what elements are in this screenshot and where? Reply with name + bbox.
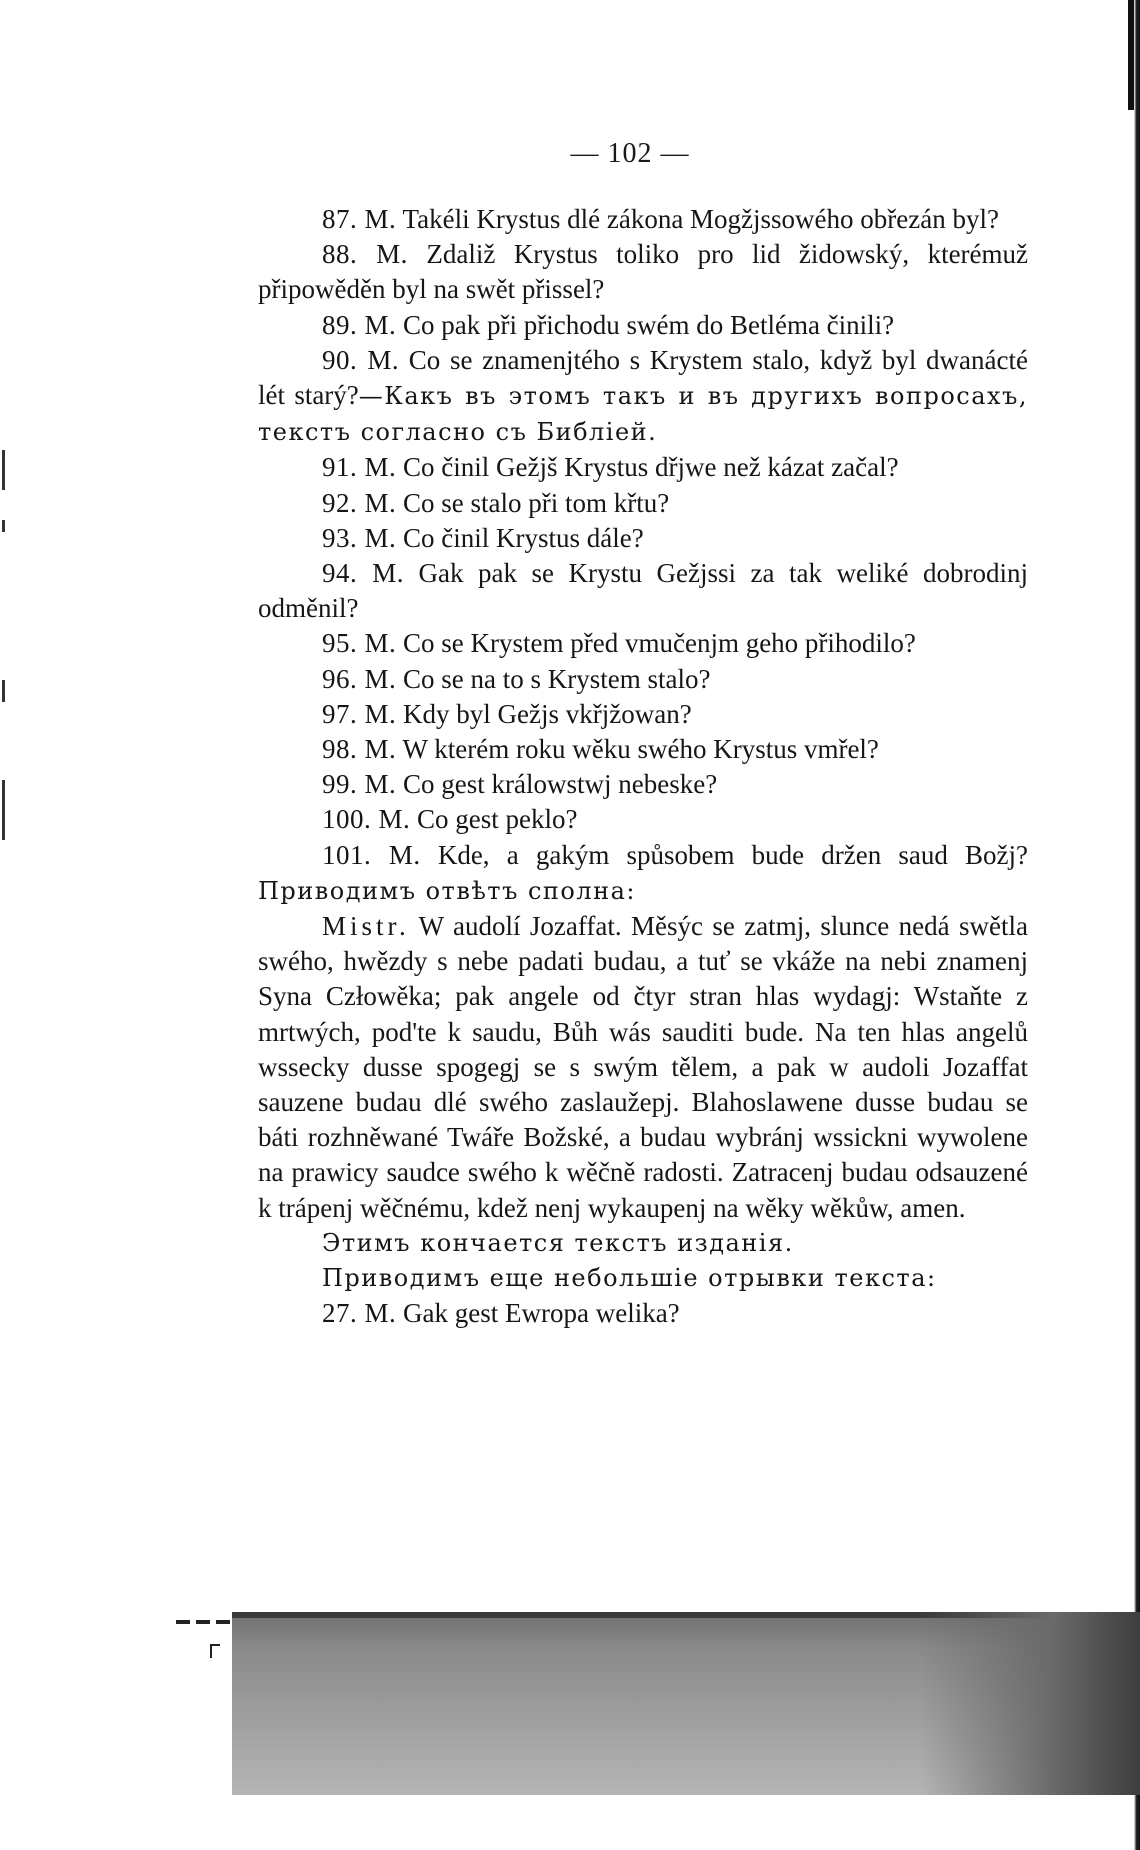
question-87 xyxy=(258,202,1028,237)
question-text: Co činil Krystus dále? xyxy=(403,522,644,553)
question-91 xyxy=(258,450,1028,485)
binding-edge xyxy=(1134,0,1140,1850)
question-97 xyxy=(258,697,1028,732)
editor-note-fragments: Приводимъ еще небольшiе отрывки текста: xyxy=(322,1264,937,1293)
question-101 xyxy=(258,838,1028,909)
question-text: Co činil Gežjš Krystus dřjwe než kázat začal? xyxy=(403,452,899,483)
question-text: Gak gest Ewropa welika? xyxy=(403,1298,680,1329)
question-text: Co gest peklo? xyxy=(417,804,578,835)
question-98 xyxy=(258,732,1028,767)
question-text: Kde, a gakým spůsobem bude držen saud Božj? xyxy=(437,839,1028,870)
question-text: Co se Krystem před vmučenjm geho přihodilo? xyxy=(403,628,916,659)
question-95 xyxy=(258,626,1028,661)
question-number: 27. M. xyxy=(322,1298,397,1329)
scan-artifact-tick xyxy=(210,1644,220,1658)
editor-note-end: Этимъ кончается текстъ изданiя. xyxy=(322,1228,794,1257)
question-number: 90. M. xyxy=(322,344,400,375)
page-number: — 102 — xyxy=(570,138,690,169)
question-text: Co gest králowstwj nebeske? xyxy=(403,769,718,800)
question-number: 93. M. xyxy=(322,522,397,553)
question-number: 96. M. xyxy=(322,663,397,694)
question-text: Takéli Krystus dlé zákona Mogžjssowého obřezán byl? xyxy=(402,204,999,234)
question-text: Co se stalo při tom křtu? xyxy=(403,487,670,518)
question-text: Zdaliž Krystus toliko pro lid židowský, kterémuž připowěděn byl na swět přissel? xyxy=(258,239,1029,305)
answer-speaker: Mistr. xyxy=(322,911,410,942)
question-number: 89. M. xyxy=(322,309,397,340)
page-text xyxy=(258,202,1028,1332)
question-94 xyxy=(258,556,1028,626)
question-text: Co se na to s Krystem stalo? xyxy=(403,663,711,694)
question-92 xyxy=(258,486,1028,521)
editor-note: Приводимъ отвѣтъ сполна: xyxy=(258,876,636,905)
left-scan-marks xyxy=(2,450,12,870)
question-27 xyxy=(258,1296,1028,1331)
scan-shadow xyxy=(232,1612,1140,1795)
question-number: 87. M. xyxy=(322,204,397,234)
question-number: 100. M. xyxy=(322,804,411,835)
question-100 xyxy=(258,802,1028,837)
question-number: 97. M. xyxy=(322,698,397,729)
question-text: Co pak při přichodu swém do Betléma činili? xyxy=(403,309,895,340)
question-text: Kdy byl Gežjs vkřjžowan? xyxy=(403,698,692,729)
question-text: Co se znamenjtého s Krystem stalo, když byl dwanácté lét starý? xyxy=(258,344,1028,411)
question-number: 98. M. xyxy=(322,734,397,765)
question-number: 88. M. xyxy=(322,239,408,270)
question-93 xyxy=(258,521,1028,556)
question-number: 92. M. xyxy=(322,487,397,518)
question-88 xyxy=(258,237,1028,307)
question-99 xyxy=(258,767,1028,802)
question-number: 94. M. xyxy=(322,558,405,589)
editor-note: —Какъ въ этомъ такъ и въ другихъ вопросахъ, текстъ согласно съ Библiей. xyxy=(258,382,1028,447)
question-number: 91. M. xyxy=(322,452,397,483)
question-89 xyxy=(258,308,1028,343)
question-text: W kterém roku wěku swého Krystus vmřel? xyxy=(402,734,879,765)
answer-paragraph xyxy=(258,909,1028,1226)
question-number: 99. M. xyxy=(322,769,397,800)
question-90 xyxy=(258,343,1028,451)
question-number: 101. M. xyxy=(322,839,421,870)
question-number: 95. M. xyxy=(322,628,397,659)
answer-text: W audolí Jozaffat. Měsýc se zatmj, slunce nedá swětla swého, hwězdy s nebe padati budau, a tuť se vkáže na nebi znamenj Syna Człowěka; pak angele od čtyr stran hlas wydagj: Wstaňte z mrtwých, pod'te k saudu, Bůh wás sauditi bude. Na ten hlas angelů wssecky dusse spogegj se s swým tělem, a pak w audoli Jozaffat sauzene budau dlé swého zaslaužepj. Blahoslawene dusse budau se báti rozhněwané Twáře Božské, a budau wybránj wssickni wywolene na prawicy saudce swého k wěčně radosti. Zatracenj budau odsauzené k trápenj wěčnému, kdež nenj wykaupenj na wěky wěkůw, amen. xyxy=(258,911,1028,1223)
question-text: Gak pak se Krystu Gežjssi za tak weliké dobrodinj odměnil? xyxy=(258,558,1029,624)
question-96 xyxy=(258,662,1028,697)
